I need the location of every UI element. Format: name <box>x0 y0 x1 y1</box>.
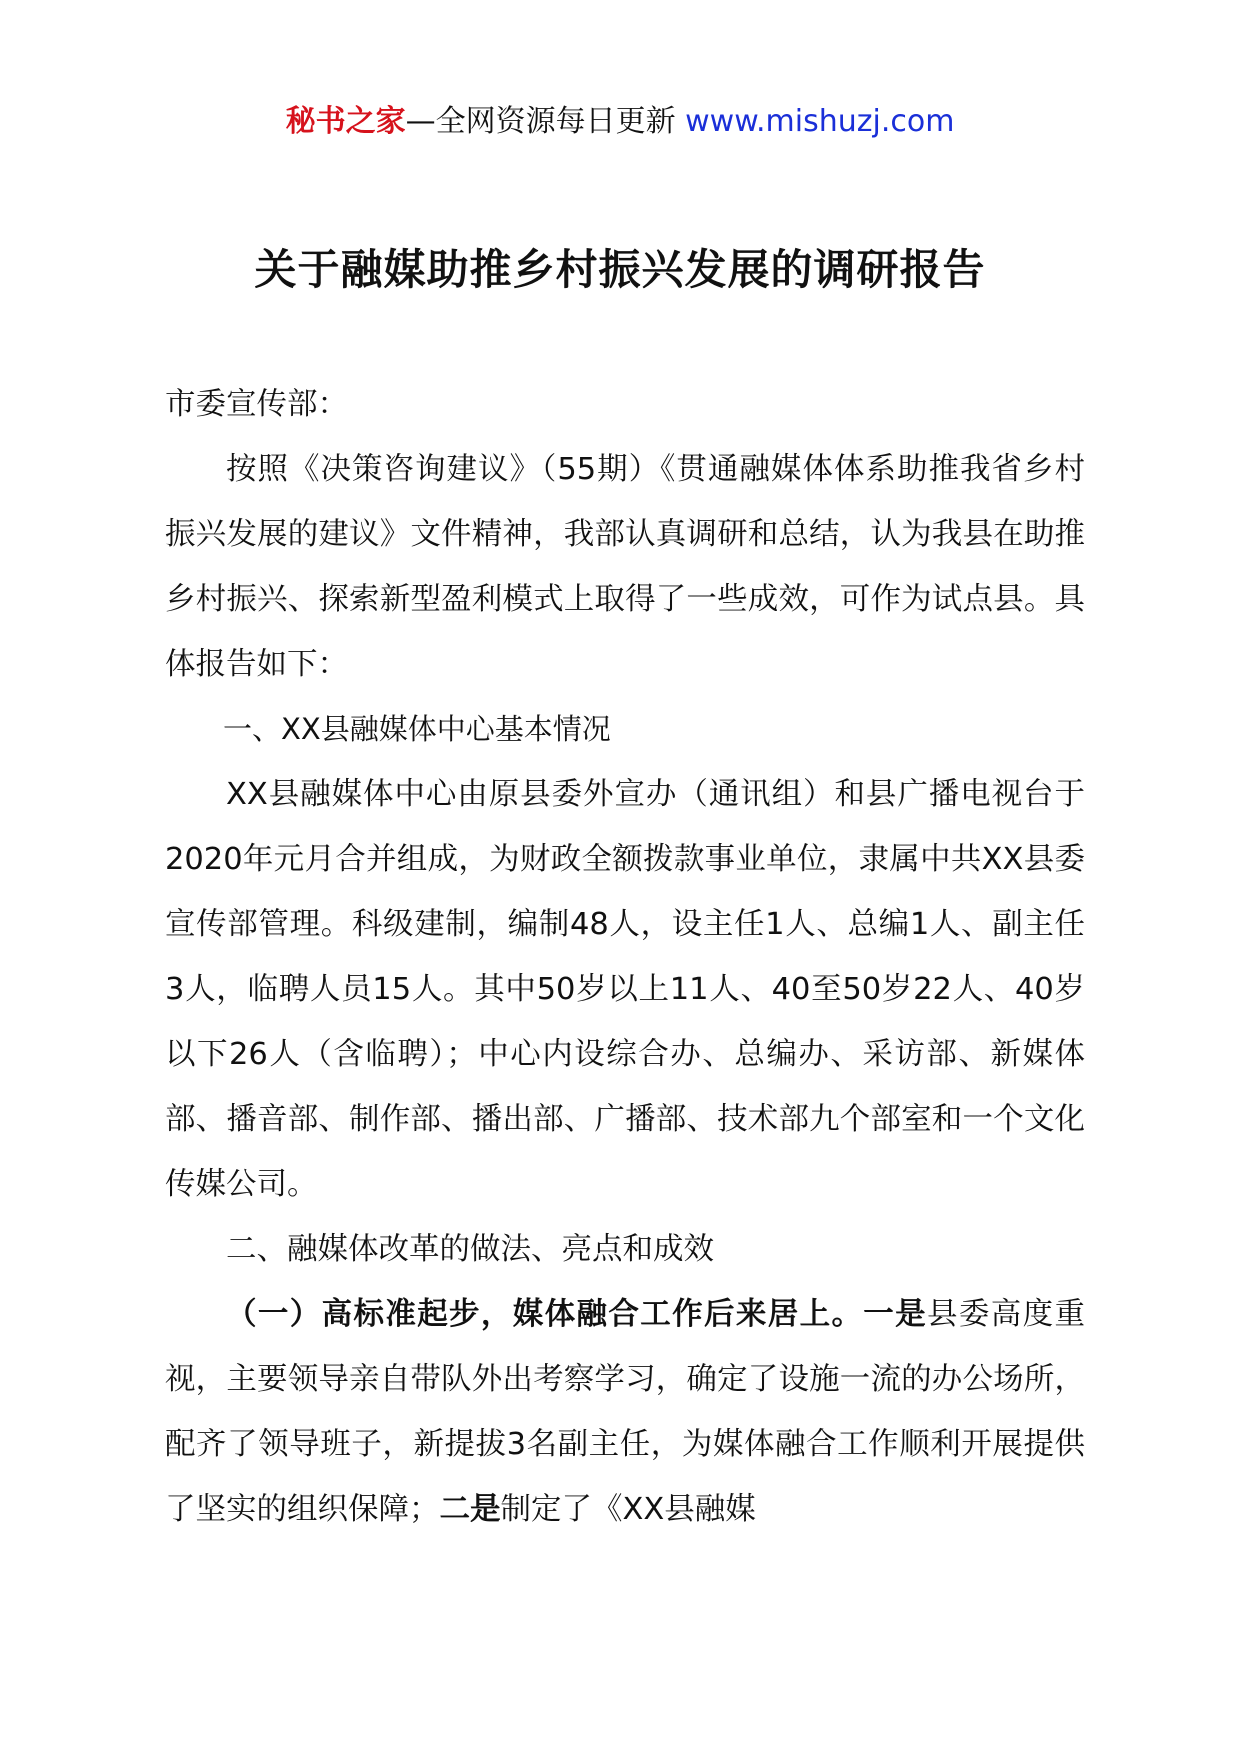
paragraph-text-1: 县委高度重视，主要领导亲自带队外出考察学习，确定了设施一流的办公场所，配齐了领导班子，新提拔3名副主任，为媒体融合工作顺利开展提供了坚实的组织保障； <box>165 1297 1086 1527</box>
header-slogan: —全网资源每日更新 <box>405 104 676 139</box>
paragraph-practice-1 <box>165 1282 1085 1542</box>
paragraph-basic-info: XX县融媒体中心由原县委外宣办（通讯组）和县广播电视台于2020年元月合并组成，为财政全额拨款事业单位，隶属中共XX县委宣传部管理。科级建制，编制48人，设主任1人、总编1人、副主任3人，临聘人员15人。其中50岁以上11人、40至50岁22人、40岁以下26人（含临聘）；中心内设综合办、总编办、采访部、新媒体部、播音部、制作部、播出部、广播部、技术部九个部室和一个文化传媒公司。 <box>165 777 1085 1202</box>
subheading-bold-1: （一）高标准起步，媒体融合工作后来居上。一是 <box>226 1297 928 1332</box>
section-heading-1: 一、XX县融媒体中心基本情况 <box>223 712 611 746</box>
paragraph-intro: 按照《决策咨询建议》（55期）《贯通融媒体体系助推我省乡村振兴发展的建议》文件精神，我部认真调研和总结，认为我县在助推乡村振兴、探索新型盈利模式上取得了一些成效，可作为试点县。具体报告如下： <box>165 452 1085 682</box>
section-heading-2: 二、融媒体改革的做法、亮点和成效 <box>226 1232 714 1267</box>
document-body <box>165 372 1085 1542</box>
site-header <box>0 100 1240 144</box>
paragraph-text-2: 制定了《XX县融媒 <box>500 1492 756 1527</box>
document-title: 关于融媒助推乡村振兴发展的调研报告 <box>254 245 986 294</box>
brand-name: 秘书之家 <box>285 104 406 139</box>
salutation: 市委宣传部： <box>165 387 348 422</box>
subheading-bold-2: 二是 <box>439 1492 501 1527</box>
site-url-link[interactable]: www.mishuzj.com <box>685 104 955 139</box>
